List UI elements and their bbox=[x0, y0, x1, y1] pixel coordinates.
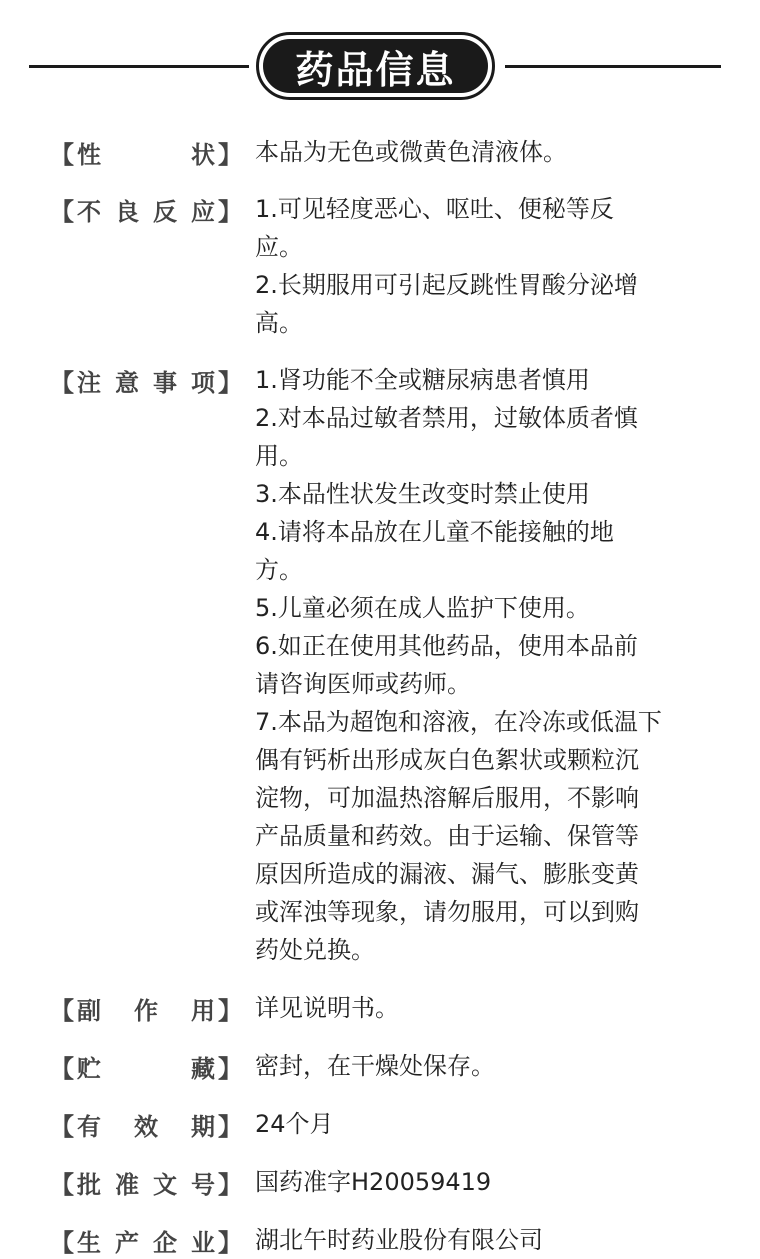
value-line: 2.长期服用可引起反跳性胃酸分泌增 bbox=[255, 271, 638, 299]
row-value bbox=[255, 989, 710, 1027]
open-bracket: 【 bbox=[50, 996, 74, 1025]
label-char: 用 bbox=[191, 996, 215, 1025]
row-value bbox=[255, 1105, 710, 1143]
value-line: 本品为无色或微黄色清液体。 bbox=[255, 138, 567, 166]
close-bracket: 】 bbox=[218, 140, 242, 169]
open-bracket: 【 bbox=[50, 1228, 74, 1257]
title-badge bbox=[256, 32, 495, 100]
label-char: 期 bbox=[191, 1112, 215, 1141]
value-line: 应。 bbox=[255, 233, 303, 261]
value-line: 7.本品为超饱和溶液，在冷冻或低温下 bbox=[255, 708, 662, 736]
label-char: 良 bbox=[115, 197, 139, 226]
row-label bbox=[50, 1163, 240, 1201]
row-label bbox=[50, 989, 240, 1027]
label-char: 文 bbox=[153, 1170, 177, 1199]
value-line: 2.对本品过敏者禁用，过敏体质者慎 bbox=[255, 404, 638, 432]
row-value bbox=[255, 1047, 710, 1085]
label-char: 状 bbox=[191, 140, 215, 169]
label-char: 企 bbox=[153, 1228, 177, 1257]
close-bracket: 】 bbox=[218, 1170, 242, 1199]
close-bracket: 】 bbox=[218, 1228, 242, 1257]
row-value bbox=[255, 361, 710, 969]
row-label bbox=[50, 1221, 240, 1259]
label-char: 藏 bbox=[191, 1054, 215, 1083]
label-char: 副 bbox=[77, 996, 101, 1025]
label-char: 准 bbox=[115, 1170, 139, 1199]
label-char: 产 bbox=[115, 1228, 139, 1257]
label-char: 意 bbox=[115, 368, 139, 397]
open-bracket: 【 bbox=[50, 368, 74, 397]
label-char: 性 bbox=[77, 140, 101, 169]
row-label bbox=[50, 133, 240, 171]
open-bracket: 【 bbox=[50, 1112, 74, 1141]
header-rule-left bbox=[29, 65, 249, 68]
row-label bbox=[50, 1105, 240, 1143]
value-line: 偶有钙析出形成灰白色絮状或颗粒沉 bbox=[255, 746, 639, 774]
value-line: 密封，在干燥处保存。 bbox=[255, 1052, 495, 1080]
section-header bbox=[0, 30, 760, 102]
label-char: 事 bbox=[153, 368, 177, 397]
label-char: 反 bbox=[153, 197, 177, 226]
value-line: 原因所造成的漏液、漏气、膨胀变黄 bbox=[255, 860, 639, 888]
label-char: 业 bbox=[191, 1228, 215, 1257]
label-char: 号 bbox=[191, 1170, 215, 1199]
value-line: 或浑浊等现象，请勿服用，可以到购 bbox=[255, 898, 639, 926]
page-title: 药品信息 bbox=[263, 39, 488, 93]
value-line: 高。 bbox=[255, 309, 303, 337]
row-value bbox=[255, 133, 710, 171]
value-line: 3.本品性状发生改变时禁止使用 bbox=[255, 480, 590, 508]
value-line: 4.请将本品放在儿童不能接触的地 bbox=[255, 518, 614, 546]
label-char: 效 bbox=[134, 1112, 158, 1141]
label-char: 应 bbox=[191, 197, 215, 226]
value-line: 5.儿童必须在成人监护下使用。 bbox=[255, 594, 590, 622]
value-line: 产品质量和药效。由于运输、保管等 bbox=[255, 822, 639, 850]
value-line: 湖北午时药业股份有限公司 bbox=[255, 1226, 543, 1254]
label-char: 有 bbox=[77, 1112, 101, 1141]
open-bracket: 【 bbox=[50, 197, 74, 226]
value-line: 请咨询医师或药师。 bbox=[255, 670, 471, 698]
row-label bbox=[50, 361, 240, 399]
close-bracket: 】 bbox=[218, 1112, 242, 1141]
label-char: 贮 bbox=[77, 1054, 101, 1083]
open-bracket: 【 bbox=[50, 140, 74, 169]
value-line: 1.肾功能不全或糖尿病患者慎用 bbox=[255, 366, 590, 394]
value-line: 24个月 bbox=[255, 1110, 334, 1138]
label-char: 作 bbox=[134, 996, 158, 1025]
close-bracket: 】 bbox=[218, 197, 242, 226]
open-bracket: 【 bbox=[50, 1170, 74, 1199]
value-line: 详见说明书。 bbox=[255, 994, 399, 1022]
row-value bbox=[255, 190, 710, 342]
label-char: 批 bbox=[77, 1170, 101, 1199]
value-line: 1.可见轻度恶心、呕吐、便秘等反 bbox=[255, 195, 614, 223]
value-line: 用。 bbox=[255, 442, 303, 470]
open-bracket: 【 bbox=[50, 1054, 74, 1083]
row-label bbox=[50, 190, 240, 228]
close-bracket: 】 bbox=[218, 368, 242, 397]
close-bracket: 】 bbox=[218, 996, 242, 1025]
label-char: 不 bbox=[77, 197, 101, 226]
header-rule-right bbox=[505, 65, 721, 68]
label-char: 生 bbox=[77, 1228, 101, 1257]
value-line: 方。 bbox=[255, 556, 303, 584]
value-line: 淀物，可加温热溶解后服用，不影响 bbox=[255, 784, 639, 812]
value-line: 6.如正在使用其他药品，使用本品前 bbox=[255, 632, 638, 660]
label-char: 项 bbox=[191, 368, 215, 397]
row-value bbox=[255, 1163, 710, 1201]
row-value bbox=[255, 1221, 710, 1259]
value-line: 国药准字H20059419 bbox=[255, 1168, 492, 1196]
row-label bbox=[50, 1047, 240, 1085]
close-bracket: 】 bbox=[218, 1054, 242, 1083]
label-char: 注 bbox=[77, 368, 101, 397]
value-line: 药处兑换。 bbox=[255, 936, 375, 964]
